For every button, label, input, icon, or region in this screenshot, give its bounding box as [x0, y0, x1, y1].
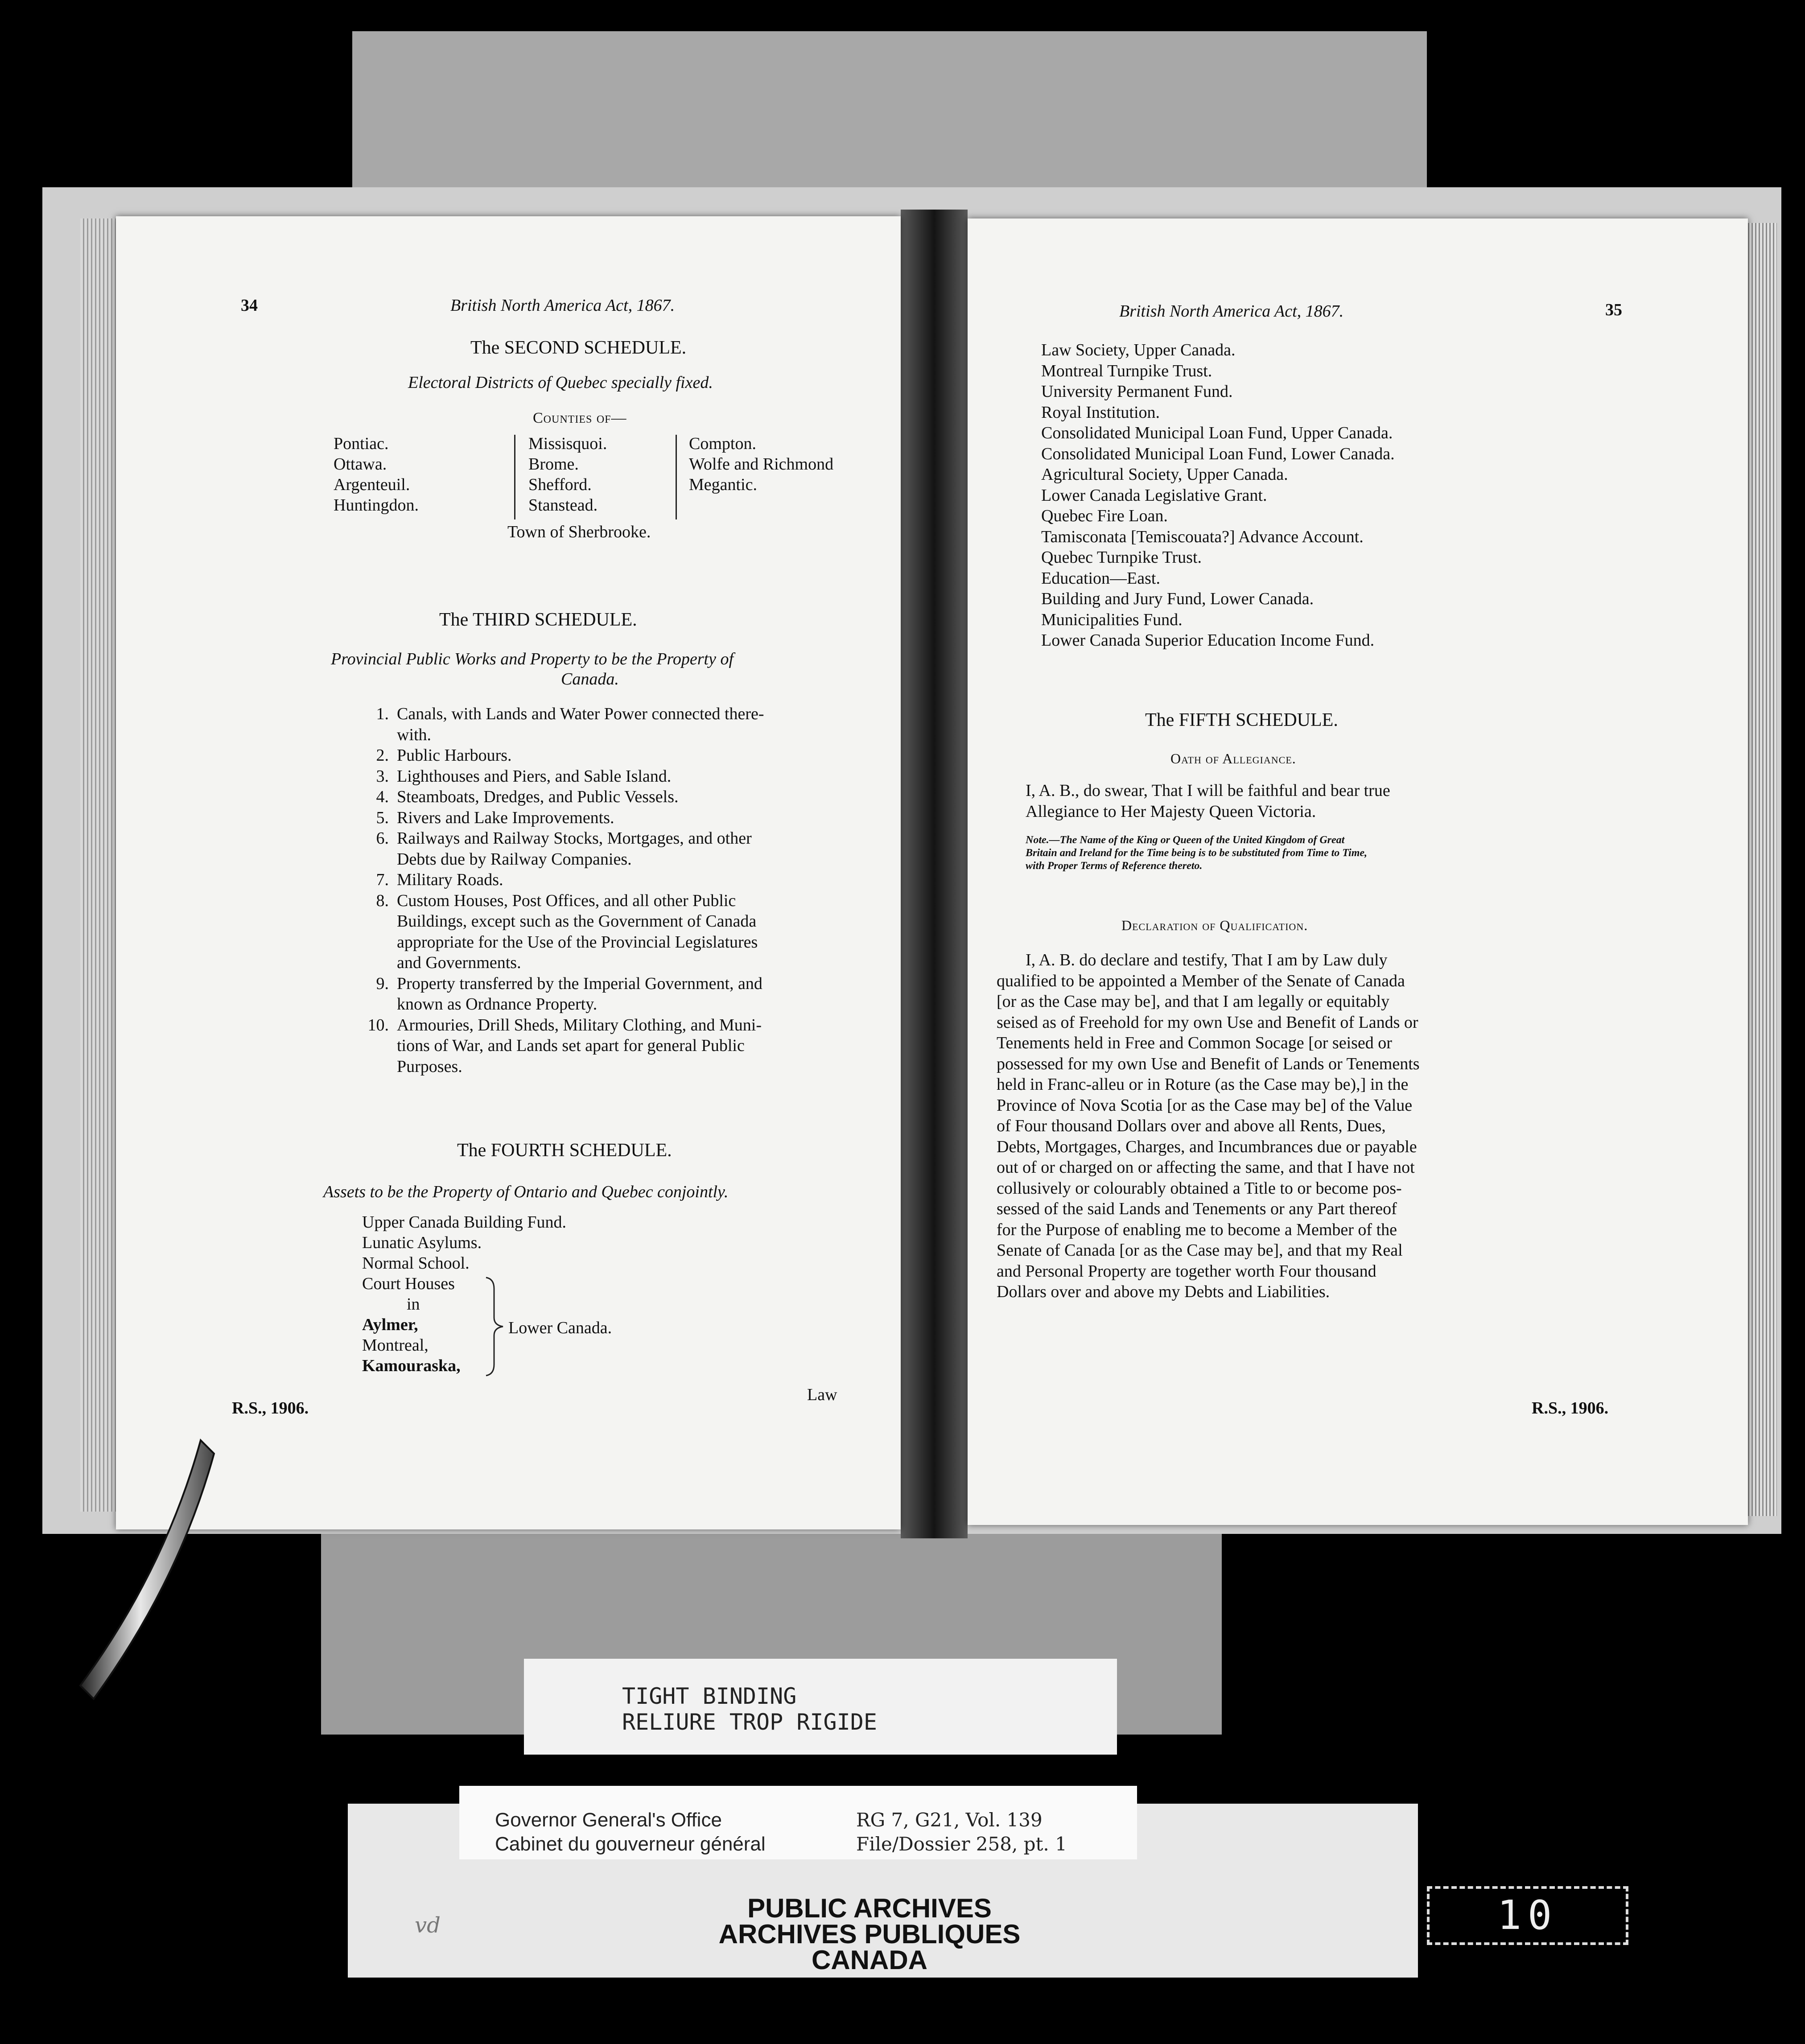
book-gutter [901, 210, 968, 1538]
item-number: 1. [376, 705, 389, 723]
page-number-right: 35 [1605, 301, 1622, 319]
oath-line: I, A. B., do swear, That I will be faithful and bear true [1026, 781, 1390, 800]
item-line: tions of War, and Lands set apart for general Public [397, 1036, 745, 1055]
asset-item: Municipalities Fund. [1041, 610, 1183, 629]
catchword: Law [807, 1385, 837, 1404]
third-schedule-item [361, 704, 878, 745]
counties-column-1 [334, 433, 419, 515]
third-schedule-item [361, 808, 878, 828]
in-label: in [407, 1295, 420, 1314]
asset-item: Lower Canada Superior Education Income Fund. [1041, 631, 1375, 650]
handwritten-note: vd [415, 1913, 441, 1938]
asset-item: Quebec Fire Loan. [1041, 507, 1168, 525]
oath-note [1026, 834, 1534, 873]
office-names [495, 1808, 766, 1856]
declaration-line: Senate of Canada [or as the Case may be], and that my Real [997, 1241, 1403, 1260]
item-line: and Governments. [397, 953, 521, 972]
second-schedule-heading: The SECOND SCHEDULE. [470, 338, 687, 358]
county: Huntingdon. [334, 496, 419, 515]
second-schedule-subheading: Electoral Districts of Quebec specially fixed. [408, 373, 713, 392]
declaration-line: out of or charged on or affecting the same, and that I have not [997, 1158, 1415, 1177]
item-line: Military Roads. [397, 870, 503, 889]
frame-number: 10 [1427, 1886, 1628, 1945]
item-line: Lighthouses and Piers, and Sable Island. [397, 766, 672, 786]
reference-number: RG 7, G21, Vol. 139 [856, 1809, 1043, 1831]
note-line: with Proper Terms of Reference thereto. [1026, 860, 1203, 872]
county: Stanstead. [528, 496, 598, 515]
note-line: Note.—The Name of the King or Queen of the United Kingdom of Great [1026, 834, 1345, 846]
tight-binding-fr: RELIURE TROP RIGIDE [622, 1709, 877, 1735]
county: Compton. [689, 434, 756, 453]
counties-label: Counties of— [533, 410, 627, 426]
public-archives-stamp [535, 1893, 1204, 1976]
asset-item: Normal School. [362, 1254, 470, 1273]
item-number: 8. [376, 891, 389, 910]
declaration-line: and Personal Property are together worth Four thousand [997, 1261, 1376, 1281]
declaration-line: of Four thousand Dollars over and above all Rents, Dues, [997, 1117, 1386, 1135]
office-fr: Cabinet du gouverneur général [495, 1833, 766, 1855]
declaration-line: I, A. B. do declare and testify, That I am by Law duly [1026, 951, 1388, 969]
third-schedule-item [361, 745, 878, 766]
county: Argenteuil. [334, 475, 410, 494]
item-line: Custom Houses, Post Offices, and all other Public [397, 891, 736, 910]
item-line: Armouries, Drill Sheds, Military Clothing, and Muni- [397, 1015, 762, 1034]
item-line: Canals, with Lands and Water Power connected there- [397, 705, 764, 723]
file-number: File/Dossier 258, pt. 1 [856, 1833, 1067, 1855]
tight-binding-text [622, 1683, 877, 1735]
county: Pontiac. [334, 434, 389, 453]
asset-item: Montreal Turnpike Trust. [1041, 361, 1212, 380]
asset-item: University Permanent Fund. [1041, 382, 1233, 401]
county: Ottawa. [334, 455, 387, 474]
third-schedule-subheading: Provincial Public Works and Property to be the Property of [331, 650, 734, 668]
item-number: 2. [376, 746, 389, 765]
declaration-line: collusively or colourably obtained a Title to or become pos- [997, 1179, 1402, 1198]
town-of-sherbrooke: Town of Sherbrooke. [507, 523, 651, 541]
declaration-line: Tenements held in Free and Common Socage [or seised or [997, 1034, 1392, 1052]
column-divider [514, 435, 515, 519]
item-number: 10. [367, 1015, 389, 1034]
page-number-left: 34 [241, 296, 258, 315]
third-schedule-item [361, 973, 878, 1015]
tight-binding-en: TIGHT BINDING [622, 1683, 797, 1709]
place: Kamouraska, [362, 1356, 461, 1375]
asset-item: Building and Jury Fund, Lower Canada. [1041, 589, 1314, 608]
fourth-schedule-heading: The FOURTH SCHEDULE. [457, 1140, 672, 1161]
declaration-line: qualified to be appointed a Member of the Senate of Canada [997, 971, 1405, 990]
asset-item: Lunatic Asylums. [362, 1233, 482, 1252]
oath-heading: Oath of Allegiance. [1170, 750, 1296, 766]
item-number: 4. [376, 787, 389, 806]
note-line: Britain and Ireland for the Time being is to be substituted from Time to Time, [1026, 847, 1368, 859]
declaration-line: possessed for my own Use and Benefit of Lands or Tenements [997, 1054, 1420, 1073]
item-line: Debts due by Railway Companies. [397, 849, 632, 869]
third-schedule-heading: The THIRD SCHEDULE. [439, 610, 637, 630]
item-line: Rivers and Lake Improvements. [397, 808, 614, 827]
item-number: 3. [376, 766, 389, 786]
counties-column-2 [528, 433, 607, 515]
place: Montreal, [362, 1336, 429, 1355]
asset-item: Consolidated Municipal Loan Fund, Lower Canada. [1041, 444, 1395, 463]
asset-item: Lower Canada Legislative Grant. [1041, 486, 1267, 505]
item-number: 9. [376, 974, 389, 993]
declaration-text [997, 950, 1420, 1302]
fourth-schedule-list [362, 1212, 566, 1376]
declaration-line: held in Franc-alleu or in Roture (as the Case may be),] in the [997, 1075, 1409, 1094]
item-number: 7. [376, 870, 389, 889]
oath-text [1026, 780, 1518, 822]
declaration-line: seised as of Freehold for my own Use and Benefit of Lands or [997, 1013, 1418, 1032]
third-schedule-item [361, 787, 878, 808]
county: Brome. [528, 455, 579, 474]
declaration-line: Province of Nova Scotia [or as the Case may be] of the Value [997, 1096, 1413, 1115]
asset-item: Education—East. [1041, 569, 1160, 588]
archives-line: CANADA [812, 1945, 927, 1975]
brace-icon [482, 1275, 508, 1378]
asset-item: Royal Institution. [1041, 403, 1160, 422]
declaration-heading: Declaration of Qualification. [1121, 917, 1308, 933]
third-schedule-item [361, 890, 878, 973]
counties-column-3 [689, 433, 833, 495]
item-line: Public Harbours. [397, 746, 512, 765]
archives-line: PUBLIC ARCHIVES [747, 1893, 992, 1923]
item-number: 5. [376, 808, 389, 827]
third-schedule-item [361, 870, 878, 890]
third-schedule-item [361, 828, 878, 870]
oath-line: Allegiance to Her Majesty Queen Victoria. [1026, 802, 1316, 821]
assets-list-continued [1041, 340, 1395, 651]
county: Megantic. [689, 475, 758, 494]
declaration-line: Debts, Mortgages, Charges, and Incumbrances due or payable [997, 1137, 1417, 1156]
county: Wolfe and Richmond [689, 455, 834, 474]
county: Shefford. [528, 475, 592, 494]
fifth-schedule-heading: The FIFTH SCHEDULE. [1145, 710, 1338, 730]
archive-reference [856, 1808, 1067, 1856]
asset-item: Upper Canada Building Fund. [362, 1213, 567, 1232]
asset-item: Agricultural Society, Upper Canada. [1041, 465, 1288, 484]
item-line: known as Ordnance Property. [397, 995, 598, 1014]
county: Missisquoi. [528, 434, 607, 453]
third-schedule-list [361, 704, 878, 1077]
fourth-schedule-subheading: Assets to be the Property of Ontario and Quebec conjointly. [323, 1183, 729, 1201]
lower-canada-label: Lower Canada. [508, 1319, 612, 1337]
archives-line: ARCHIVES PUBLIQUES [718, 1919, 1021, 1949]
asset-item: Quebec Turnpike Trust. [1041, 548, 1202, 567]
declaration-line: [or as the Case may be], and that I am legally or equitably [997, 992, 1390, 1011]
left-page-edges [80, 218, 120, 1512]
item-line: Railways and Railway Stocks, Mortgages, and other [397, 829, 752, 848]
right-page-edges [1746, 223, 1777, 1516]
office-en: Governor General's Office [495, 1809, 722, 1831]
running-head-left: British North America Act, 1867. [450, 296, 675, 315]
item-line: Purposes. [397, 1057, 462, 1076]
declaration-line: Dollars over and above my Debts and Liabilities. [997, 1282, 1330, 1301]
asset-item: Consolidated Municipal Loan Fund, Upper Canada. [1041, 424, 1393, 442]
third-schedule-item [361, 1015, 878, 1077]
third-schedule-subheading-cont: Canada. [561, 670, 619, 688]
item-line: with. [397, 725, 432, 744]
asset-item: Law Society, Upper Canada. [1041, 341, 1236, 359]
page-weight-pointer [67, 1436, 227, 1703]
running-head-right: British North America Act, 1867. [1119, 302, 1344, 321]
court-houses: Court Houses [362, 1274, 455, 1293]
footer-rs-left: R.S., 1906. [232, 1399, 309, 1418]
place: Aylmer, [362, 1315, 418, 1334]
column-divider [676, 435, 677, 519]
item-number: 6. [376, 829, 389, 848]
item-line: Steamboats, Dredges, and Public Vessels. [397, 787, 679, 806]
item-line: appropriate for the Use of the Provincial Legislatures [397, 932, 758, 952]
item-line: Property transferred by the Imperial Government, and [397, 974, 762, 993]
item-line: Buildings, except such as the Government of Canada [397, 912, 757, 931]
declaration-line: for the Purpose of enabling me to become a Member of the [997, 1220, 1397, 1239]
footer-rs-right: R.S., 1906. [1532, 1399, 1609, 1418]
asset-item: Tamisconata [Temiscouata?] Advance Account. [1041, 527, 1364, 546]
third-schedule-item [361, 766, 878, 787]
declaration-line: sessed of the said Lands and Tenements or any Part thereof [997, 1199, 1397, 1218]
